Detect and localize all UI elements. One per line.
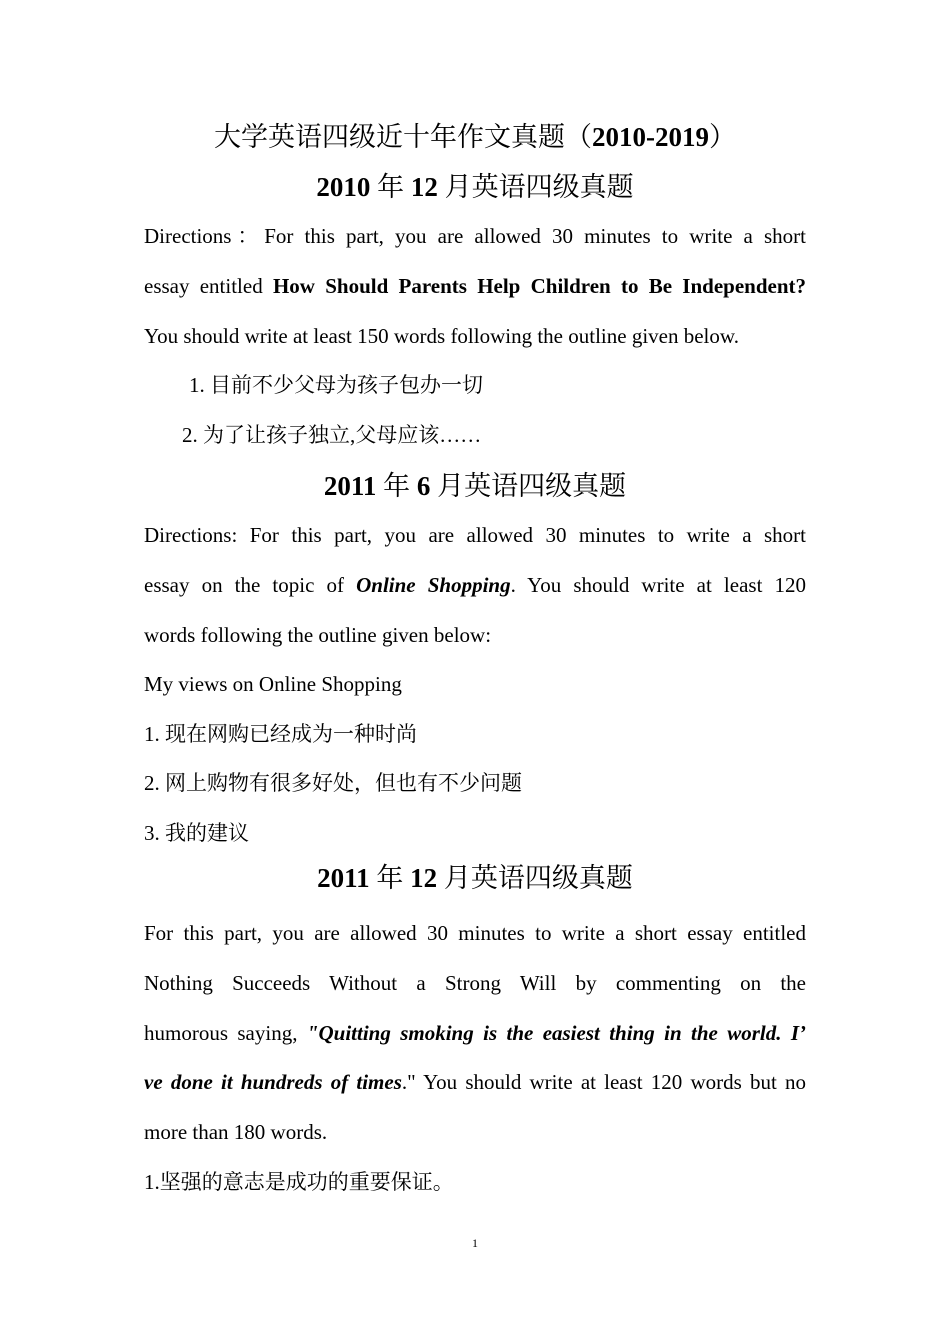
outline-item: 1. 现在网购已经成为一种时尚 <box>144 722 417 746</box>
paragraph-line: words following the outline given below: <box>144 623 492 647</box>
paragraph-line: Directions：For this part, you are allowed 30 minutes to write a short <box>144 224 806 248</box>
outline-item: 2. 网上购物有很多好处，但也有不少问题 <box>144 771 522 795</box>
paragraph-line: essay on the topic of Online Shopping. You should write at least 120 <box>144 573 806 597</box>
outline-item: 2. 为了让孩子独立,父母应该…… <box>182 423 482 447</box>
paragraph-line: Directions: For this part, you are allowed 30 minutes to write a short <box>144 523 806 547</box>
paragraph-line: more than 180 words. <box>144 1120 328 1144</box>
paragraph-line: essay entitled How Should Parents Help Children to Be Independent? <box>144 274 806 298</box>
paragraph-line: You should write at least 150 words following the outline given below. <box>144 324 739 348</box>
outline-item: 1. 目前不少父母为孩子包办一切 <box>189 373 483 397</box>
paragraph-line: ve done it hundreds of times." You should write at least 120 words but no <box>144 1070 806 1094</box>
page-number: 1 <box>472 1236 478 1250</box>
outline-item: 3. 我的建议 <box>144 821 249 845</box>
section-heading: 2011 年 6 月英语四级真题 <box>323 471 627 501</box>
section-heading: 2011 年 12 月英语四级真题 <box>317 863 633 893</box>
document-title: 大学英语四级近十年作文真题（2010-2019） <box>214 122 736 152</box>
outline-item: 1.坚强的意志是成功的重要保证。 <box>144 1170 454 1194</box>
paragraph-line: My views on Online Shopping <box>144 672 402 696</box>
paragraph-line: Nothing Succeeds Without a Strong Will by commenting on the <box>144 971 806 995</box>
paragraph-line: humorous saying, "Quitting smoking is the easiest thing in the world. I’ <box>144 1021 807 1045</box>
paragraph-line: For this part, you are allowed 30 minutes to write a short essay entitled <box>144 921 806 945</box>
section-heading: 2010 年 12 月英语四级真题 <box>316 172 634 202</box>
